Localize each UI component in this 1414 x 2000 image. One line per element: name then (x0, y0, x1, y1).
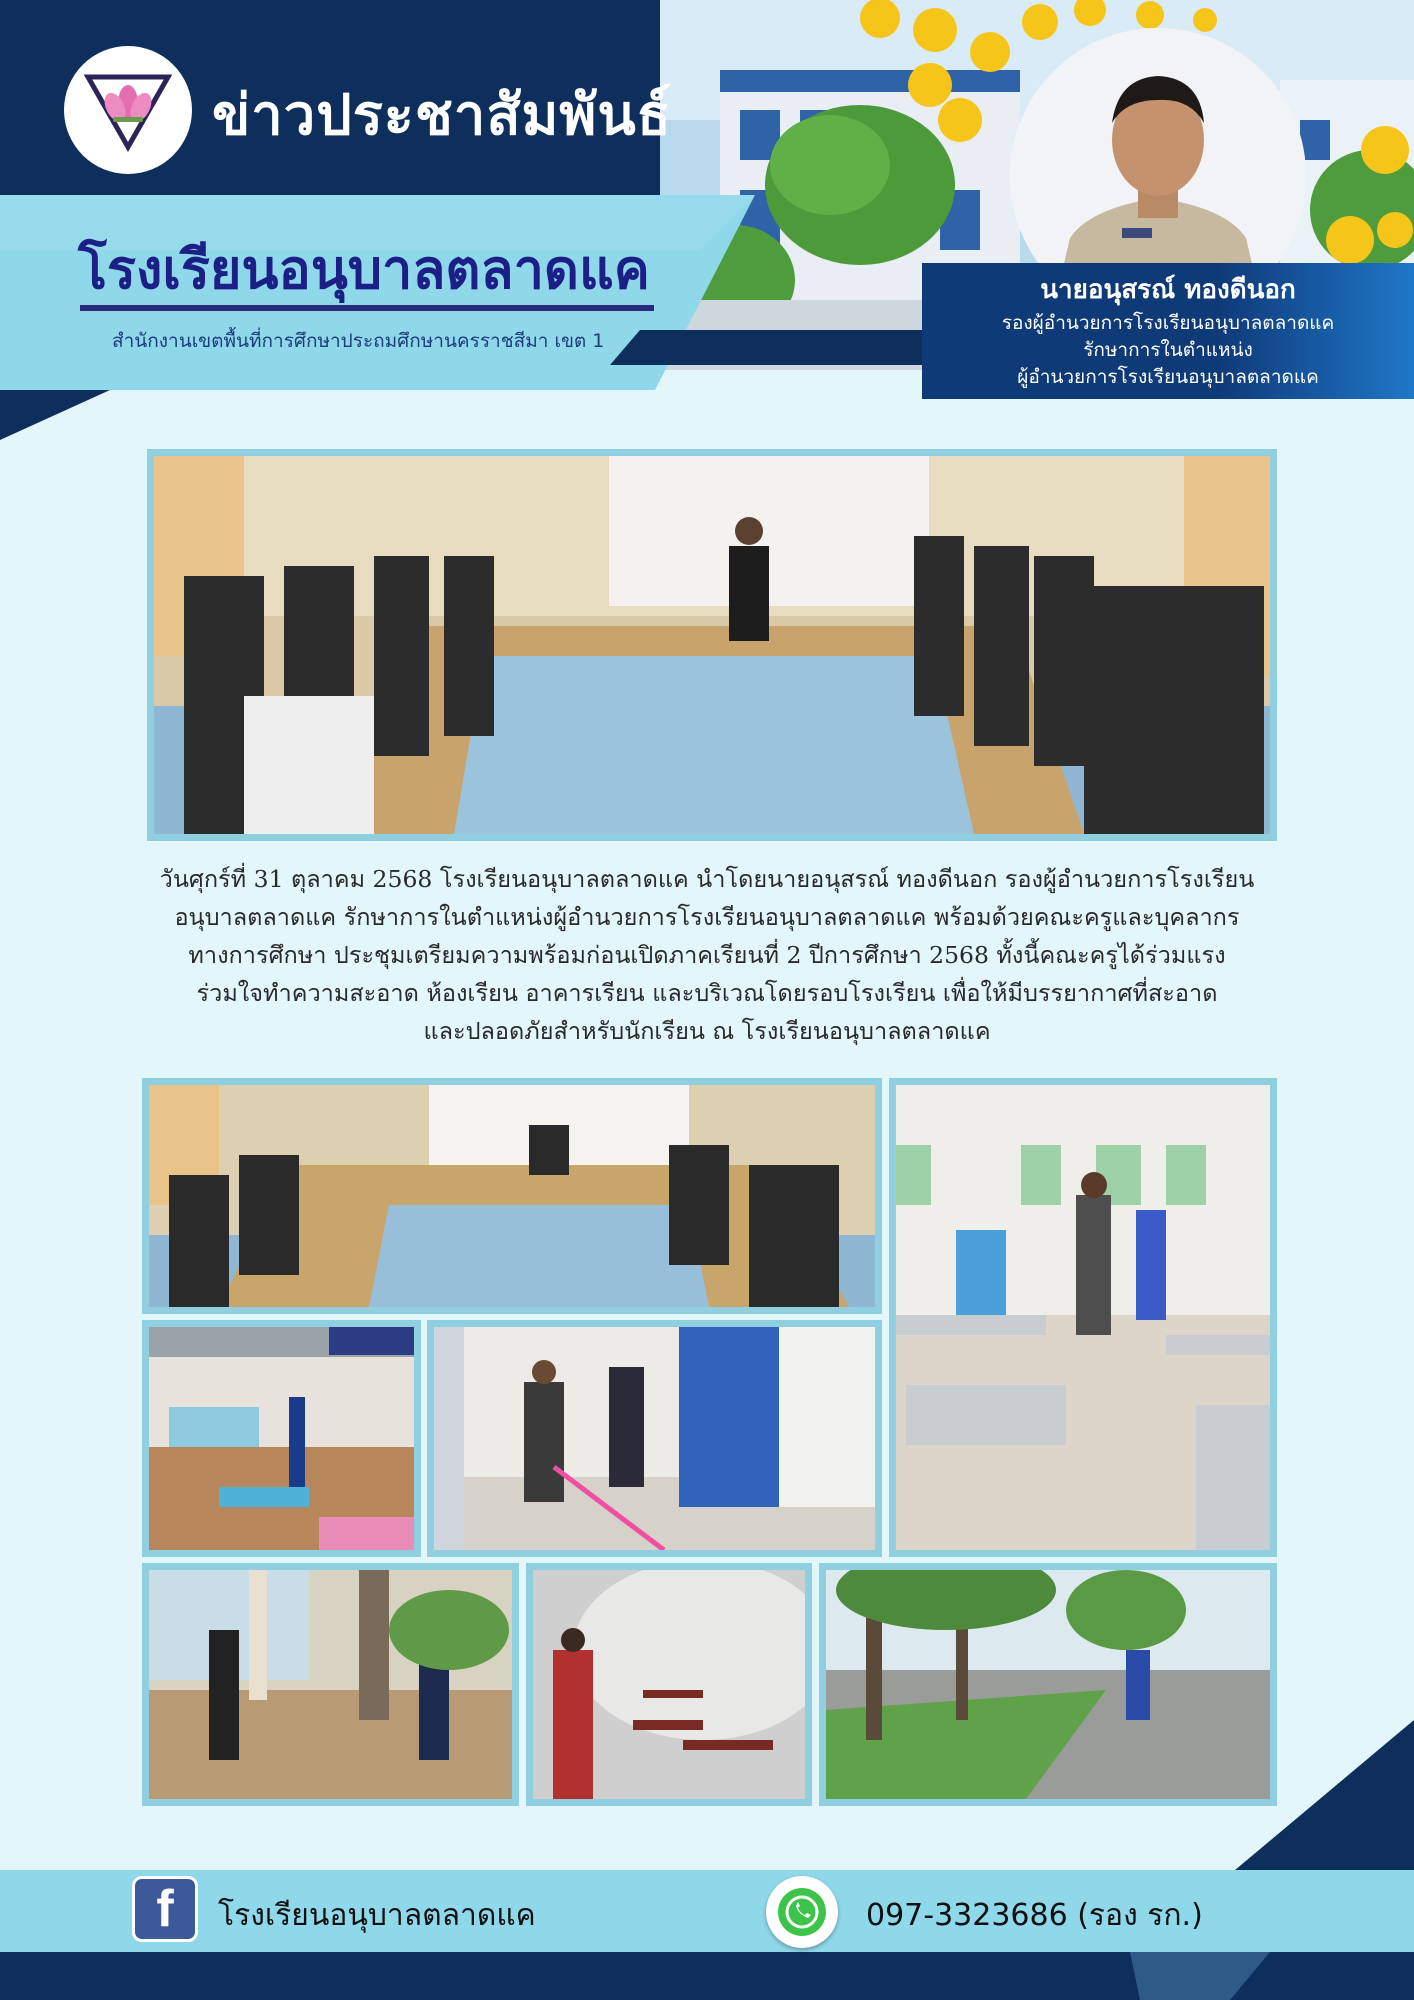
article-line: ทางการศึกษา ประชุมเตรียมความพร้อมก่อนเปิดภาคเรียนที่ 2 ปีการศึกษา 2568 ทั้งนี้คณะครูได้ร่วมแรง (188, 941, 1226, 969)
profile-caption (922, 263, 1414, 399)
facebook-icon[interactable]: f (132, 1876, 198, 1942)
gallery-photo-meeting (142, 1078, 882, 1314)
gallery-photo-hallway-sweeping (142, 1320, 421, 1557)
school-name: โรงเรียนอนุบาลตลาดแค (78, 238, 650, 301)
profile-title-line1: รองผู้อำนวยการโรงเรียนอนุบาลตลาดแค (1001, 312, 1335, 334)
article-text (110, 860, 1304, 1050)
article-line: ร่วมใจทำความสะอาด ห้องเรียน อาคารเรียน และบริเวณโดยรอบโรงเรียน เพื่อให้มีบรรยากาศที่สะอาด (196, 979, 1218, 1007)
gallery-photo-yard-sweeping (142, 1563, 519, 1806)
school-logo (64, 46, 192, 174)
gallery-photo-fogging (526, 1563, 812, 1806)
phone-number[interactable]: 097-3323686 (รอง รก.) (866, 1898, 1203, 1933)
article-line: และปลอดภัยสำหรับนักเรียน ณ โรงเรียนอนุบาลตลาดแค (423, 1017, 991, 1045)
school-lotus-logo (73, 55, 183, 165)
profile-title-line2: รักษาการในตำแหน่ง (1083, 339, 1253, 361)
whatsapp-icon[interactable] (766, 1876, 838, 1948)
facebook-page-name[interactable]: โรงเรียนอนุบาลตลาดแค (218, 1898, 536, 1933)
gallery-photo-doorway-sweeping (427, 1320, 882, 1557)
profile-title-line3: ผู้อำนวยการโรงเรียนอนุบาลตลาดแค (1017, 366, 1319, 388)
gallery-photo-classroom-sweeping (889, 1078, 1277, 1557)
profile-name: นายอนุสรณ์ ทองดีนอก (1040, 275, 1296, 305)
office-name: สำนักงานเขตพื้นที่การศึกษาประถมศึกษานครราชสีมา เขต 1 (112, 330, 605, 352)
article-line: วันศุกร์ที่ 31 ตุลาคม 2568 โรงเรียนอนุบาลตลาดแค นำโดยนายอนุสรณ์ ทองดีนอก รองผู้อำนวยการโรงเรียน (159, 865, 1255, 893)
gallery-photo-outdoor-spraying (819, 1563, 1277, 1806)
header-title: ข่าวประชาสัมพันธ์ (212, 83, 672, 148)
main-photo-meeting (147, 449, 1277, 841)
school-name-underline (80, 305, 654, 311)
article-line: อนุบาลตลาดแค รักษาการในตำแหน่งผู้อำนวยการโรงเรียนอนุบาลตลาดแค พร้อมด้วยคณะครูและบุคลากร (174, 903, 1240, 931)
